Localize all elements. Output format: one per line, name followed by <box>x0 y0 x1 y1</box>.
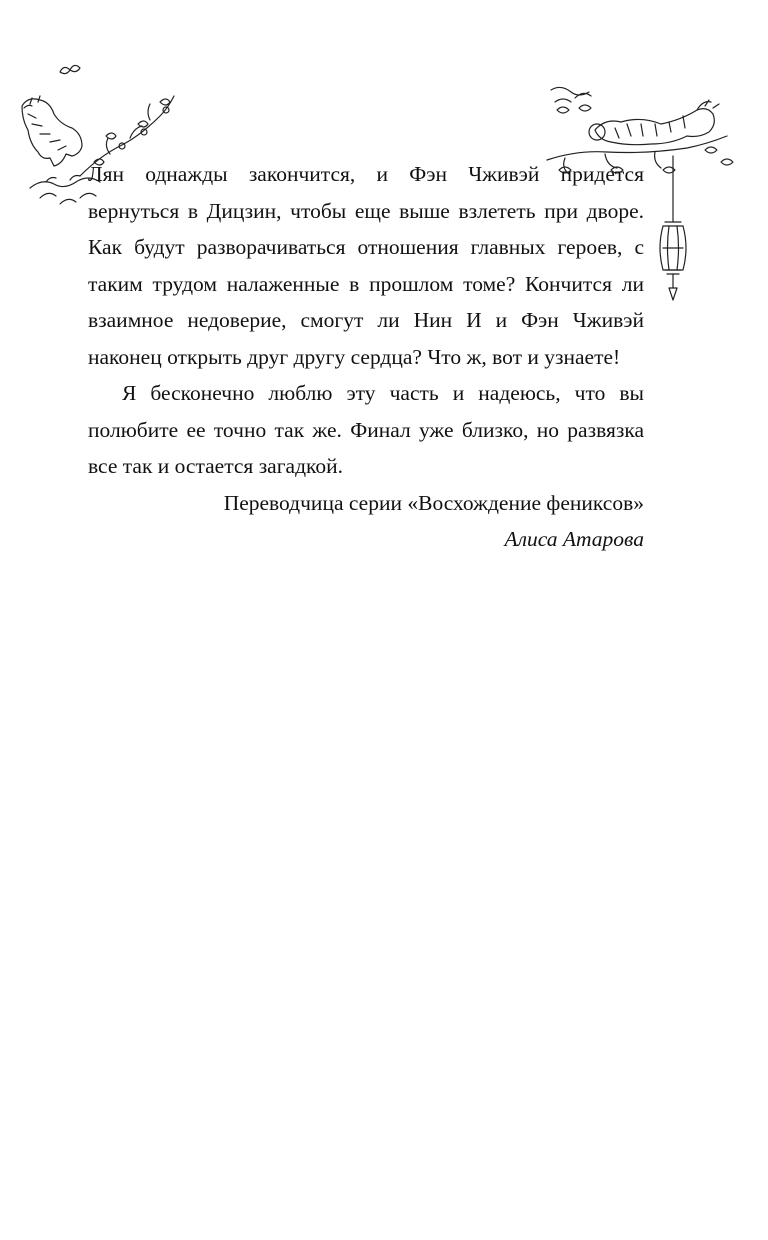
foreword-text <box>88 156 644 558</box>
translator-name: Алиса Атарова <box>504 527 644 551</box>
paragraph-love: Я бесконечно люблю эту часть и надеюсь, что вы полюбите ее точно так же. Финал уже близко, но развязка все так и остается загадкой. <box>88 381 644 478</box>
translator-role: Переводчица серии «Восхождение фениксов» <box>223 490 644 515</box>
paragraph-intro: Лян однажды закончится, и Фэн Чживэй придется вернуться в Дицзин, чтобы еще выше взлететь при дворе. Как будут разворачиваться отношения главных героев, с таким трудом налаженные в прошлом томе? Кончится ли взаимное недоверие, смогут ли Нин И и Фэн Чживэй наконец открыть друг другу сердца? Что ж, вот и узнаете! <box>88 162 644 369</box>
